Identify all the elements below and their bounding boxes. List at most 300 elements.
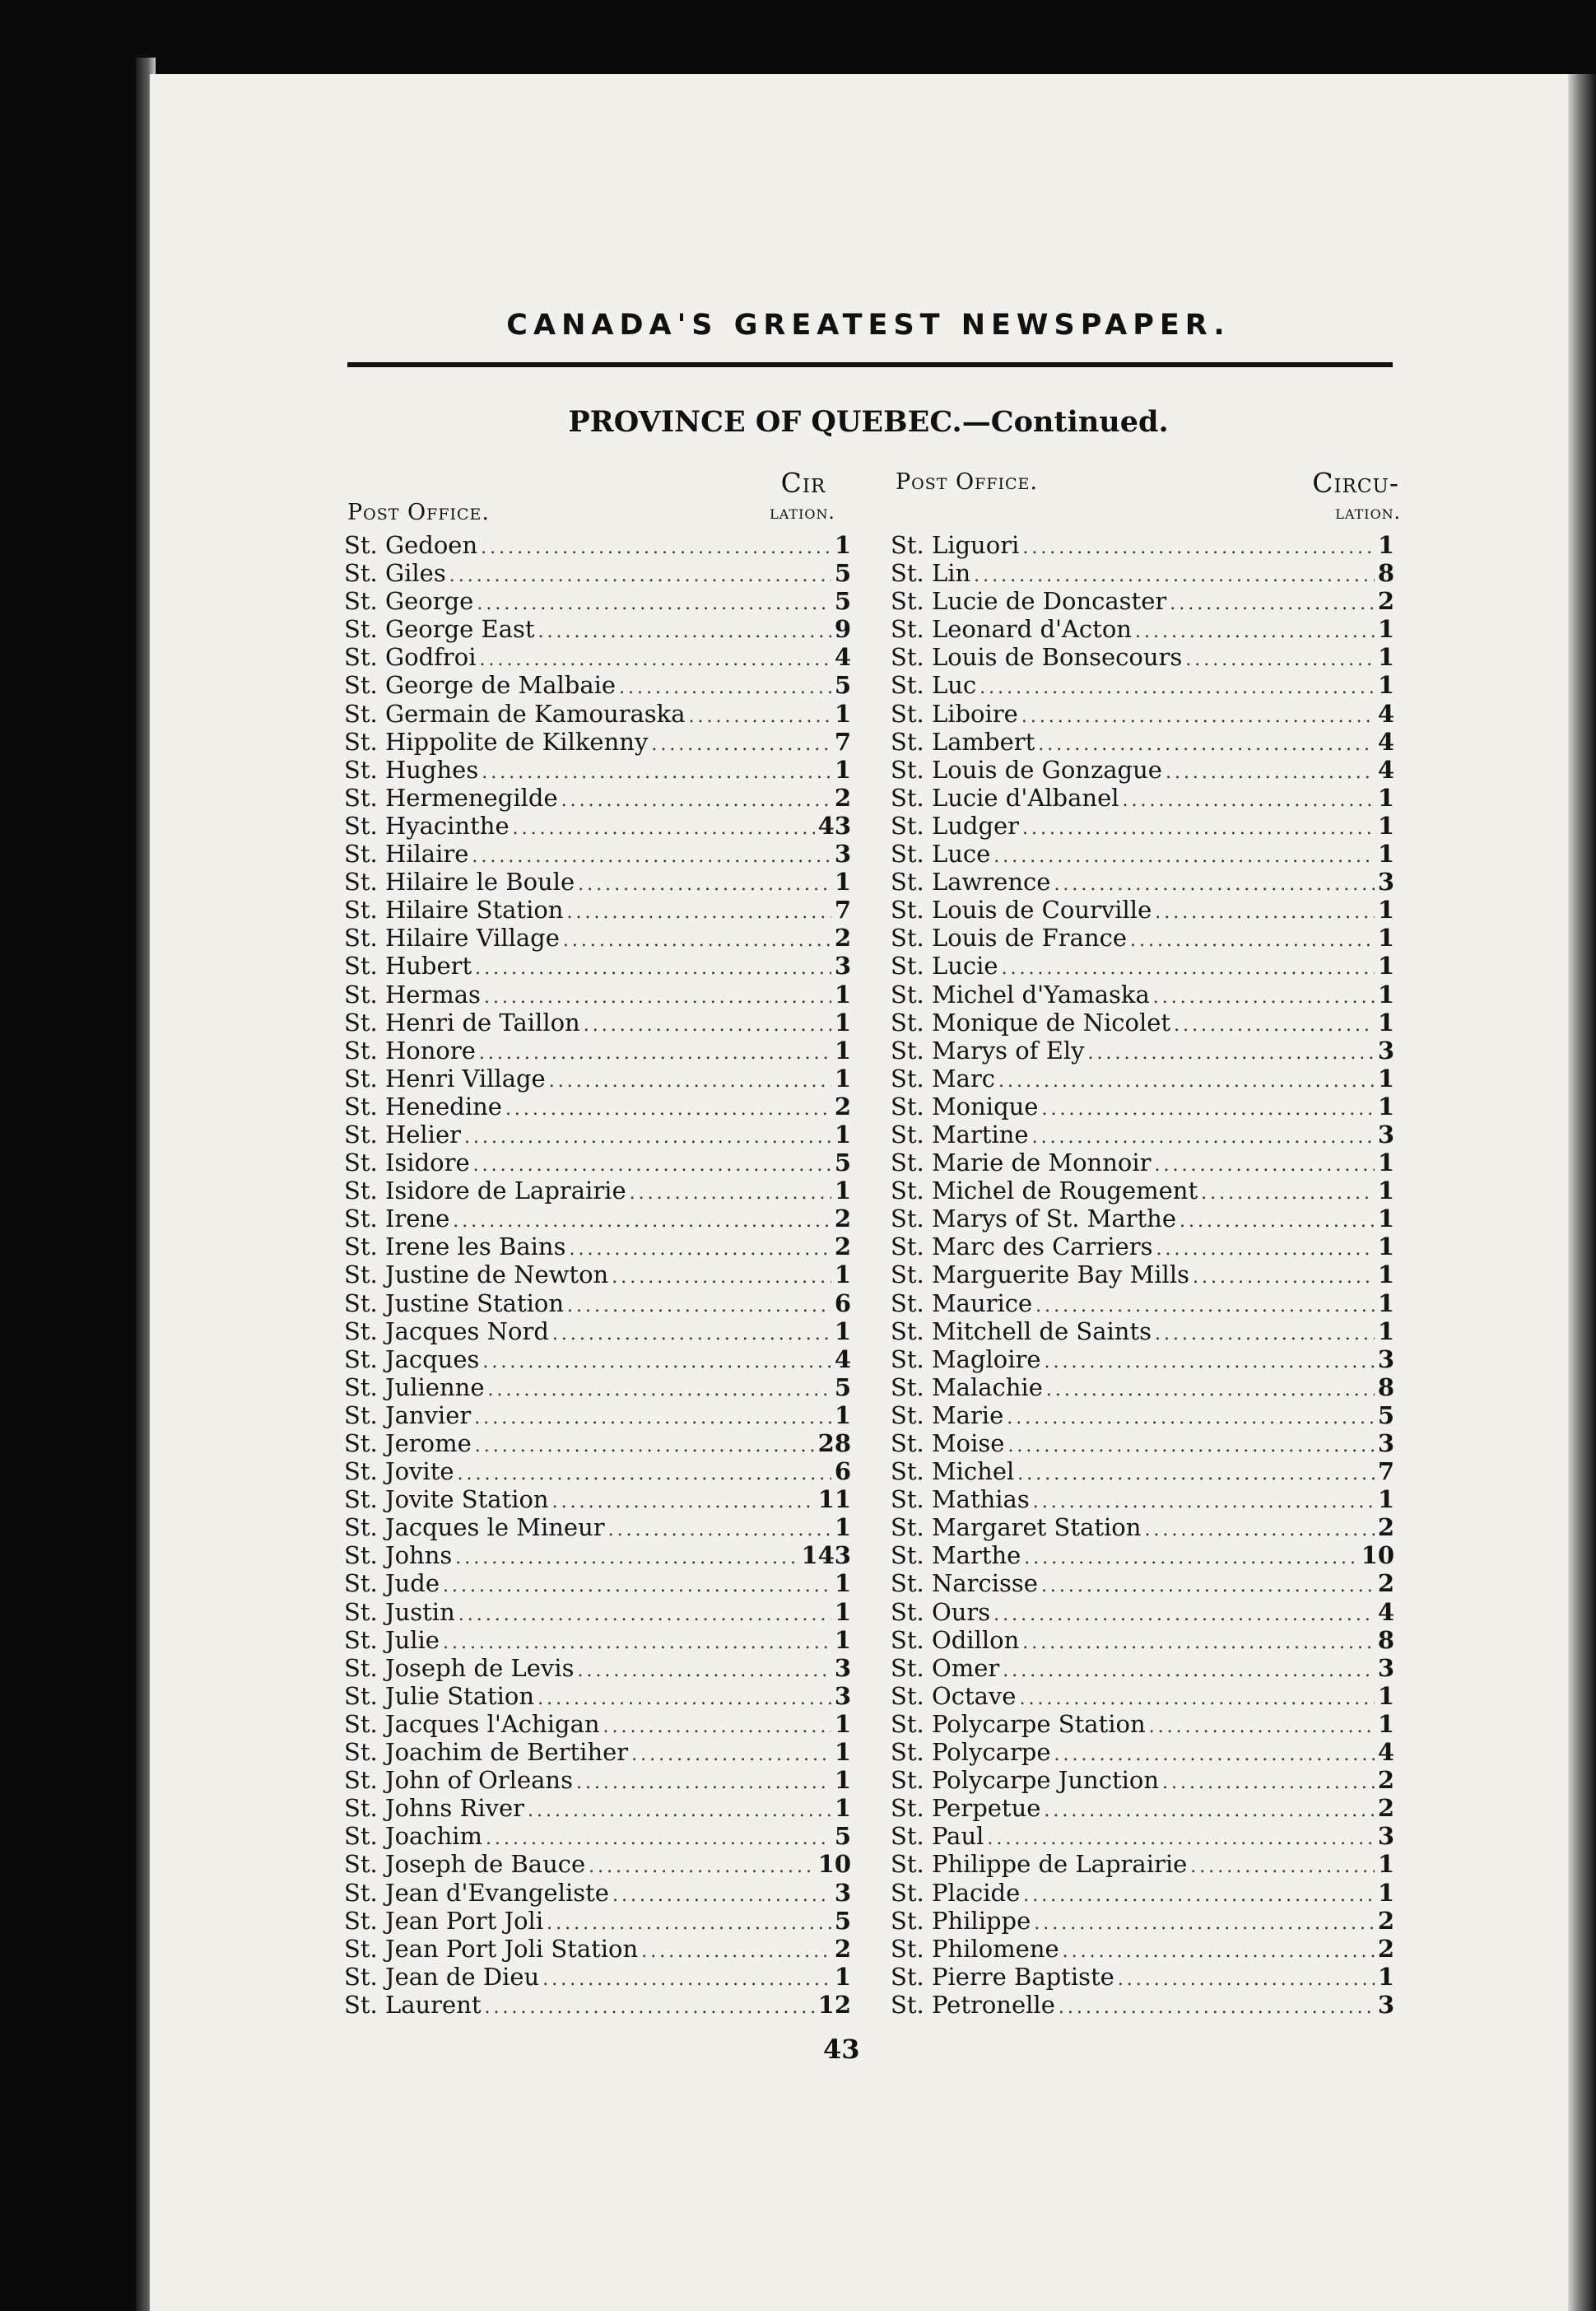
dot-leader xyxy=(1044,1797,1374,1825)
dot-leader xyxy=(612,1264,831,1292)
page-number: 43 xyxy=(823,2034,860,2065)
circulation-count: 1 xyxy=(1377,896,1394,925)
dot-leader xyxy=(538,618,831,646)
circulation-count: 1 xyxy=(834,1316,851,1345)
dot-leader xyxy=(481,534,831,562)
list-item xyxy=(891,1373,1394,1401)
circulation-count: 7 xyxy=(1377,1457,1394,1486)
circulation-count: 1 xyxy=(1377,840,1394,869)
post-office-name: St. Julie xyxy=(344,1625,440,1654)
list-item xyxy=(891,896,1394,924)
list-item xyxy=(344,952,851,980)
list-item xyxy=(344,1935,851,1963)
dot-leader xyxy=(1022,1629,1375,1657)
list-item xyxy=(344,1766,851,1794)
post-office-name: St. Monique xyxy=(891,1092,1039,1121)
dot-leader xyxy=(1170,590,1375,618)
post-office-name: St. Michel de Rougement xyxy=(891,1176,1198,1205)
post-office-name: St. Joseph de Bauce xyxy=(344,1850,586,1879)
circulation-count: 2 xyxy=(1377,1513,1394,1542)
circulation-count: 1 xyxy=(834,1794,851,1823)
list-item xyxy=(891,1598,1394,1626)
list-item xyxy=(891,1457,1394,1485)
circulation-count: 143 xyxy=(801,1541,851,1570)
post-office-name: St. Jean de Dieu xyxy=(344,1962,540,1991)
circulation-count: 5 xyxy=(834,1149,851,1177)
circulation-count: 1 xyxy=(1377,1092,1394,1121)
list-item xyxy=(891,1345,1394,1373)
post-office-name: St. George xyxy=(344,587,474,616)
dot-leader xyxy=(974,562,1375,590)
post-office-name: St. Hippolite de Kilkenny xyxy=(344,727,649,756)
post-office-name: St. Perpetue xyxy=(891,1794,1041,1823)
dot-leader xyxy=(482,759,831,787)
circulation-count: 1 xyxy=(1377,1204,1394,1233)
post-office-name: St. Jean Port Joli xyxy=(344,1906,544,1935)
dot-leader xyxy=(1155,1321,1375,1349)
dot-leader xyxy=(477,590,831,618)
circulation-count: 28 xyxy=(817,1429,851,1457)
post-office-name: St. Philippe xyxy=(891,1906,1031,1935)
circulation-count: 3 xyxy=(1377,1344,1394,1373)
circulation-count: 7 xyxy=(834,727,851,756)
dot-leader xyxy=(1032,1124,1375,1152)
post-office-name: St. Hubert xyxy=(344,952,472,981)
post-office-name: St. Petronelle xyxy=(891,1990,1055,2019)
post-office-name: St. Lawrence xyxy=(891,868,1051,897)
list-item xyxy=(891,1232,1394,1260)
post-office-name: St. Helier xyxy=(344,1120,461,1149)
post-office-name: St. Isidore xyxy=(344,1149,470,1177)
dot-leader xyxy=(1166,759,1375,787)
list-item xyxy=(344,1204,851,1232)
dot-leader xyxy=(1088,1040,1375,1068)
page-header: CANADA'S GREATEST NEWSPAPER. xyxy=(506,309,1231,342)
dot-leader xyxy=(1041,1096,1374,1124)
dot-leader xyxy=(651,731,831,759)
dot-leader xyxy=(542,1966,831,1994)
circulation-count: 1 xyxy=(834,1036,851,1065)
circulation-count: 3 xyxy=(1377,868,1394,897)
post-office-name: St. John of Orleans xyxy=(344,1766,573,1795)
dot-leader xyxy=(1007,1433,1374,1461)
list-item xyxy=(344,1850,851,1878)
list-item xyxy=(891,1935,1394,1963)
dot-leader xyxy=(578,871,831,899)
dot-leader xyxy=(1174,1012,1375,1040)
circulation-count: 1 xyxy=(1377,671,1394,700)
left-entry-list xyxy=(344,531,851,2019)
post-office-name: St. Joseph de Levis xyxy=(344,1653,575,1682)
dot-leader xyxy=(1123,787,1375,815)
post-office-name: St. Henri Village xyxy=(344,1064,546,1093)
dot-leader xyxy=(443,1629,831,1657)
list-item xyxy=(344,1457,851,1485)
dot-leader xyxy=(631,1741,831,1769)
circulation-count: 1 xyxy=(1377,1709,1394,1738)
post-office-name: St. Jacques le Mineur xyxy=(344,1513,605,1542)
list-item xyxy=(891,1626,1394,1654)
circulation-count: 1 xyxy=(1377,811,1394,840)
list-item xyxy=(891,1149,1394,1176)
dot-leader xyxy=(561,787,831,815)
list-item xyxy=(344,1907,851,1935)
list-item xyxy=(344,981,851,1009)
circulation-count: 1 xyxy=(1377,615,1394,644)
list-item xyxy=(344,924,851,952)
circulation-count: 1 xyxy=(1377,1316,1394,1345)
list-item xyxy=(344,728,851,756)
circulation-count: 1 xyxy=(834,531,851,559)
page-edge xyxy=(1568,74,1596,2311)
list-item xyxy=(344,1822,851,1850)
post-office-name: St. Paul xyxy=(891,1822,984,1851)
dot-leader xyxy=(1144,1517,1374,1545)
list-item xyxy=(344,700,851,728)
circulation-count: 1 xyxy=(1377,1260,1394,1289)
circulation-count: 1 xyxy=(1377,1288,1394,1317)
circulation-count: 5 xyxy=(834,671,851,700)
circulation-count: 4 xyxy=(1377,727,1394,756)
circulation-count: 8 xyxy=(1377,1372,1394,1401)
list-item xyxy=(344,1991,851,2019)
post-office-name: St. Michel d'Yamaska xyxy=(891,980,1150,1009)
circulation-count: 2 xyxy=(1377,1934,1394,1963)
dot-leader xyxy=(505,1096,831,1124)
dot-leader xyxy=(464,1124,831,1152)
circulation-count: 1 xyxy=(1377,783,1394,812)
circulation-count: 1 xyxy=(834,1709,851,1738)
list-item xyxy=(891,1121,1394,1149)
list-item xyxy=(891,1513,1394,1541)
circulation-count: 1 xyxy=(834,1766,851,1795)
dot-leader xyxy=(998,1068,1375,1096)
dot-leader xyxy=(1118,1966,1375,1994)
list-item xyxy=(891,671,1394,699)
list-item xyxy=(891,1963,1394,1991)
post-office-name: St. Henri de Taillon xyxy=(344,1008,580,1037)
list-item xyxy=(344,1037,851,1065)
circulation-count: 12 xyxy=(817,1990,851,2019)
circulation-count: 8 xyxy=(1377,559,1394,588)
circulation-count: 3 xyxy=(834,840,851,869)
post-office-name: St. Joachim xyxy=(344,1822,483,1851)
list-item xyxy=(891,531,1394,559)
dot-leader xyxy=(1041,1573,1375,1600)
dot-leader xyxy=(1155,899,1375,927)
list-item xyxy=(344,1149,851,1176)
dot-leader xyxy=(641,1938,831,1966)
dot-leader xyxy=(1034,1910,1375,1938)
list-item xyxy=(344,615,851,643)
list-item xyxy=(344,1065,851,1093)
post-office-name: St. George de Malbaie xyxy=(344,671,617,700)
circulation-count: 3 xyxy=(834,952,851,981)
post-office-name: St. Germain de Kamouraska xyxy=(344,699,686,728)
list-item xyxy=(891,1485,1394,1513)
circulation-count: 3 xyxy=(1377,1822,1394,1851)
dot-leader xyxy=(566,899,831,927)
post-office-name: St. Hermenegilde xyxy=(344,783,558,812)
post-office-name: St. Mitchell de Saints xyxy=(891,1316,1152,1345)
circulation-count: 3 xyxy=(834,1681,851,1710)
post-office-name: St. Marys of St. Marthe xyxy=(891,1204,1176,1233)
circulation-count: 2 xyxy=(834,1232,851,1261)
circulation-count: 8 xyxy=(1377,1625,1394,1654)
list-item xyxy=(891,728,1394,756)
dot-leader xyxy=(612,1882,831,1910)
post-office-name: St. Hilaire Station xyxy=(344,896,564,925)
list-item xyxy=(344,896,851,924)
header-rule xyxy=(347,362,1393,367)
list-item xyxy=(344,1738,851,1766)
circulation-count: 4 xyxy=(1377,1738,1394,1767)
left-post-office-heading: Post Office. xyxy=(347,500,491,525)
circulation-count: 5 xyxy=(1377,1400,1394,1429)
list-item xyxy=(344,1682,851,1710)
circulation-count: 1 xyxy=(1377,1681,1394,1710)
post-office-name: St. Louis de France xyxy=(891,924,1128,953)
post-office-name: St. Ludger xyxy=(891,811,1020,840)
post-office-name: St. Moise xyxy=(891,1429,1005,1457)
right-circulation-heading-line2: lation. xyxy=(1335,502,1401,524)
post-office-name: St. Polycarpe xyxy=(891,1738,1051,1767)
dot-leader xyxy=(689,703,831,731)
circulation-count: 1 xyxy=(1377,1149,1394,1177)
dot-leader xyxy=(993,1601,1375,1629)
list-item xyxy=(891,1794,1394,1822)
circulation-count: 3 xyxy=(834,1878,851,1907)
post-office-name: St. Hughes xyxy=(344,755,479,784)
list-item xyxy=(891,1176,1394,1204)
circulation-count: 2 xyxy=(1377,1906,1394,1935)
post-office-name: St. Malachie xyxy=(891,1372,1043,1401)
circulation-count: 5 xyxy=(834,1372,851,1401)
list-item xyxy=(891,1317,1394,1345)
circulation-count: 5 xyxy=(834,1822,851,1851)
dot-leader xyxy=(1063,1938,1375,1966)
circulation-count: 3 xyxy=(1377,1990,1394,2019)
circulation-count: 3 xyxy=(1377,1653,1394,1682)
list-item xyxy=(344,868,851,896)
list-item xyxy=(344,1373,851,1401)
post-office-name: St. Liguori xyxy=(891,531,1020,559)
dot-leader xyxy=(528,1797,831,1825)
list-item xyxy=(891,1009,1394,1037)
circulation-count: 2 xyxy=(834,1934,851,1963)
list-item xyxy=(891,1204,1394,1232)
post-office-name: St. Louis de Courville xyxy=(891,896,1152,925)
dot-leader xyxy=(1180,1208,1375,1236)
dot-leader xyxy=(1033,1489,1375,1517)
list-item xyxy=(344,756,851,784)
list-item xyxy=(891,559,1394,587)
circulation-count: 2 xyxy=(1377,587,1394,616)
circulation-count: 1 xyxy=(834,1625,851,1654)
circulation-count: 1 xyxy=(834,868,851,897)
dot-leader xyxy=(458,1601,831,1629)
dot-leader xyxy=(473,1152,831,1180)
list-item xyxy=(891,1822,1394,1850)
dot-leader xyxy=(453,1208,831,1236)
right-entry-list xyxy=(891,531,1394,2019)
circulation-count: 7 xyxy=(834,896,851,925)
post-office-name: St. Marc des Carriers xyxy=(891,1232,1153,1261)
dot-leader xyxy=(603,1713,831,1741)
dot-leader xyxy=(608,1517,831,1545)
post-office-name: St. George East xyxy=(344,615,535,644)
circulation-count: 1 xyxy=(834,1400,851,1429)
post-office-name: St. Joachim de Bertiher xyxy=(344,1738,629,1767)
circulation-count: 4 xyxy=(1377,755,1394,784)
circulation-count: 1 xyxy=(1377,1176,1394,1205)
dot-leader xyxy=(1038,731,1375,759)
circulation-count: 2 xyxy=(1377,1569,1394,1598)
dot-leader xyxy=(1130,927,1375,955)
list-item xyxy=(344,840,851,868)
dot-leader xyxy=(552,1489,815,1517)
dot-leader xyxy=(576,1769,831,1797)
dot-leader xyxy=(1035,1293,1375,1321)
dot-leader xyxy=(482,1349,831,1377)
list-item xyxy=(344,559,851,587)
post-office-name: St. Jean d'Evangeliste xyxy=(344,1878,609,1907)
post-office-name: St. Justine Station xyxy=(344,1288,565,1317)
circulation-count: 6 xyxy=(834,1288,851,1317)
circulation-count: 1 xyxy=(834,1569,851,1598)
dot-leader xyxy=(485,1994,815,2022)
list-item xyxy=(344,1009,851,1037)
list-item xyxy=(891,1879,1394,1907)
list-item xyxy=(344,1345,851,1373)
list-item xyxy=(344,1289,851,1317)
dot-leader xyxy=(1185,646,1375,674)
list-item xyxy=(891,587,1394,615)
circulation-count: 1 xyxy=(834,1738,851,1767)
circulation-count: 9 xyxy=(834,615,851,644)
dot-leader xyxy=(1054,1741,1375,1769)
dot-leader xyxy=(1017,1461,1375,1489)
post-office-name: St. Jude xyxy=(344,1569,440,1598)
left-circulation-heading-line1: Cir xyxy=(780,467,826,499)
post-office-name: St. Placide xyxy=(891,1878,1021,1907)
circulation-count: 10 xyxy=(817,1850,851,1879)
post-office-name: St. Maurice xyxy=(891,1288,1033,1317)
circulation-count: 1 xyxy=(834,1962,851,1991)
list-item xyxy=(344,1093,851,1121)
dot-leader xyxy=(455,1545,798,1573)
list-item xyxy=(891,784,1394,812)
list-item xyxy=(891,1907,1394,1935)
dot-leader xyxy=(443,1573,831,1600)
list-item xyxy=(891,643,1394,671)
list-item xyxy=(891,1738,1394,1766)
list-item xyxy=(891,868,1394,896)
circulation-count: 1 xyxy=(1377,924,1394,953)
dot-leader xyxy=(1023,1882,1375,1910)
list-item xyxy=(344,1260,851,1288)
circulation-count: 1 xyxy=(834,1597,851,1626)
post-office-name: St. Polycarpe Station xyxy=(891,1709,1146,1738)
circulation-count: 2 xyxy=(834,1092,851,1121)
circulation-count: 2 xyxy=(834,924,851,953)
list-item xyxy=(344,1429,851,1457)
post-office-name: St. Godfroi xyxy=(344,643,477,672)
dot-leader xyxy=(1135,618,1375,646)
circulation-count: 1 xyxy=(834,1064,851,1093)
post-office-name: St. Lucie de Doncaster xyxy=(891,587,1167,616)
circulation-count: 4 xyxy=(834,1344,851,1373)
circulation-count: 5 xyxy=(834,1906,851,1935)
circulation-count: 1 xyxy=(1377,1232,1394,1261)
list-item xyxy=(891,700,1394,728)
dot-leader xyxy=(1054,871,1374,899)
list-item xyxy=(344,1626,851,1654)
post-office-name: St. Isidore de Laprairie xyxy=(344,1176,626,1205)
circulation-count: 3 xyxy=(1377,1429,1394,1457)
post-office-name: St. Henedine xyxy=(344,1092,502,1121)
list-item xyxy=(344,812,851,840)
dot-leader xyxy=(1007,1405,1375,1433)
list-item xyxy=(344,1598,851,1626)
post-office-name: St. Lambert xyxy=(891,727,1035,756)
list-item xyxy=(891,1654,1394,1682)
list-item xyxy=(344,1485,851,1513)
dot-leader xyxy=(1190,1853,1375,1881)
post-office-name: St. Jean Port Joli Station xyxy=(344,1934,639,1963)
list-item xyxy=(891,1541,1394,1569)
post-office-name: St. Louis de Bonsecours xyxy=(891,643,1183,672)
list-item xyxy=(891,812,1394,840)
post-office-name: St. Hilaire Village xyxy=(344,924,560,953)
circulation-count: 1 xyxy=(834,1260,851,1289)
circulation-count: 2 xyxy=(1377,1794,1394,1823)
post-office-name: St. Polycarpe Junction xyxy=(891,1766,1160,1795)
circulation-count: 1 xyxy=(1377,531,1394,559)
list-item xyxy=(344,1710,851,1738)
post-office-name: St. Irene xyxy=(344,1204,450,1233)
post-office-name: St. Mathias xyxy=(891,1485,1030,1514)
post-office-name: St. Hilaire le Boule xyxy=(344,868,575,897)
post-office-name: St. Odillon xyxy=(891,1625,1020,1654)
list-item xyxy=(891,952,1394,980)
dot-leader xyxy=(567,1293,831,1321)
circulation-count: 1 xyxy=(1377,643,1394,672)
dot-leader xyxy=(537,1685,831,1713)
list-item xyxy=(891,1682,1394,1710)
dot-leader xyxy=(472,843,831,871)
post-office-name: St. Hilaire xyxy=(344,840,469,869)
list-item xyxy=(344,1401,851,1429)
list-item xyxy=(891,1569,1394,1597)
list-item xyxy=(891,615,1394,643)
post-office-name: St. Irene les Bains xyxy=(344,1232,566,1261)
list-item xyxy=(891,1991,1394,2019)
post-office-name: St. Justin xyxy=(344,1597,455,1626)
list-item xyxy=(344,1317,851,1345)
post-office-name: St. Jacques l'Achigan xyxy=(344,1709,600,1738)
circulation-count: 1 xyxy=(1377,1064,1394,1093)
dot-leader xyxy=(484,984,831,1012)
post-office-name: St. Martine xyxy=(891,1120,1029,1149)
circulation-count: 1 xyxy=(1377,1485,1394,1514)
list-item xyxy=(344,1541,851,1569)
post-office-name: St. Marie de Monnoir xyxy=(891,1149,1152,1177)
circulation-count: 3 xyxy=(1377,1036,1394,1065)
list-item xyxy=(344,1121,851,1149)
circulation-count: 6 xyxy=(834,1457,851,1486)
post-office-name: St. Jerome xyxy=(344,1429,472,1457)
